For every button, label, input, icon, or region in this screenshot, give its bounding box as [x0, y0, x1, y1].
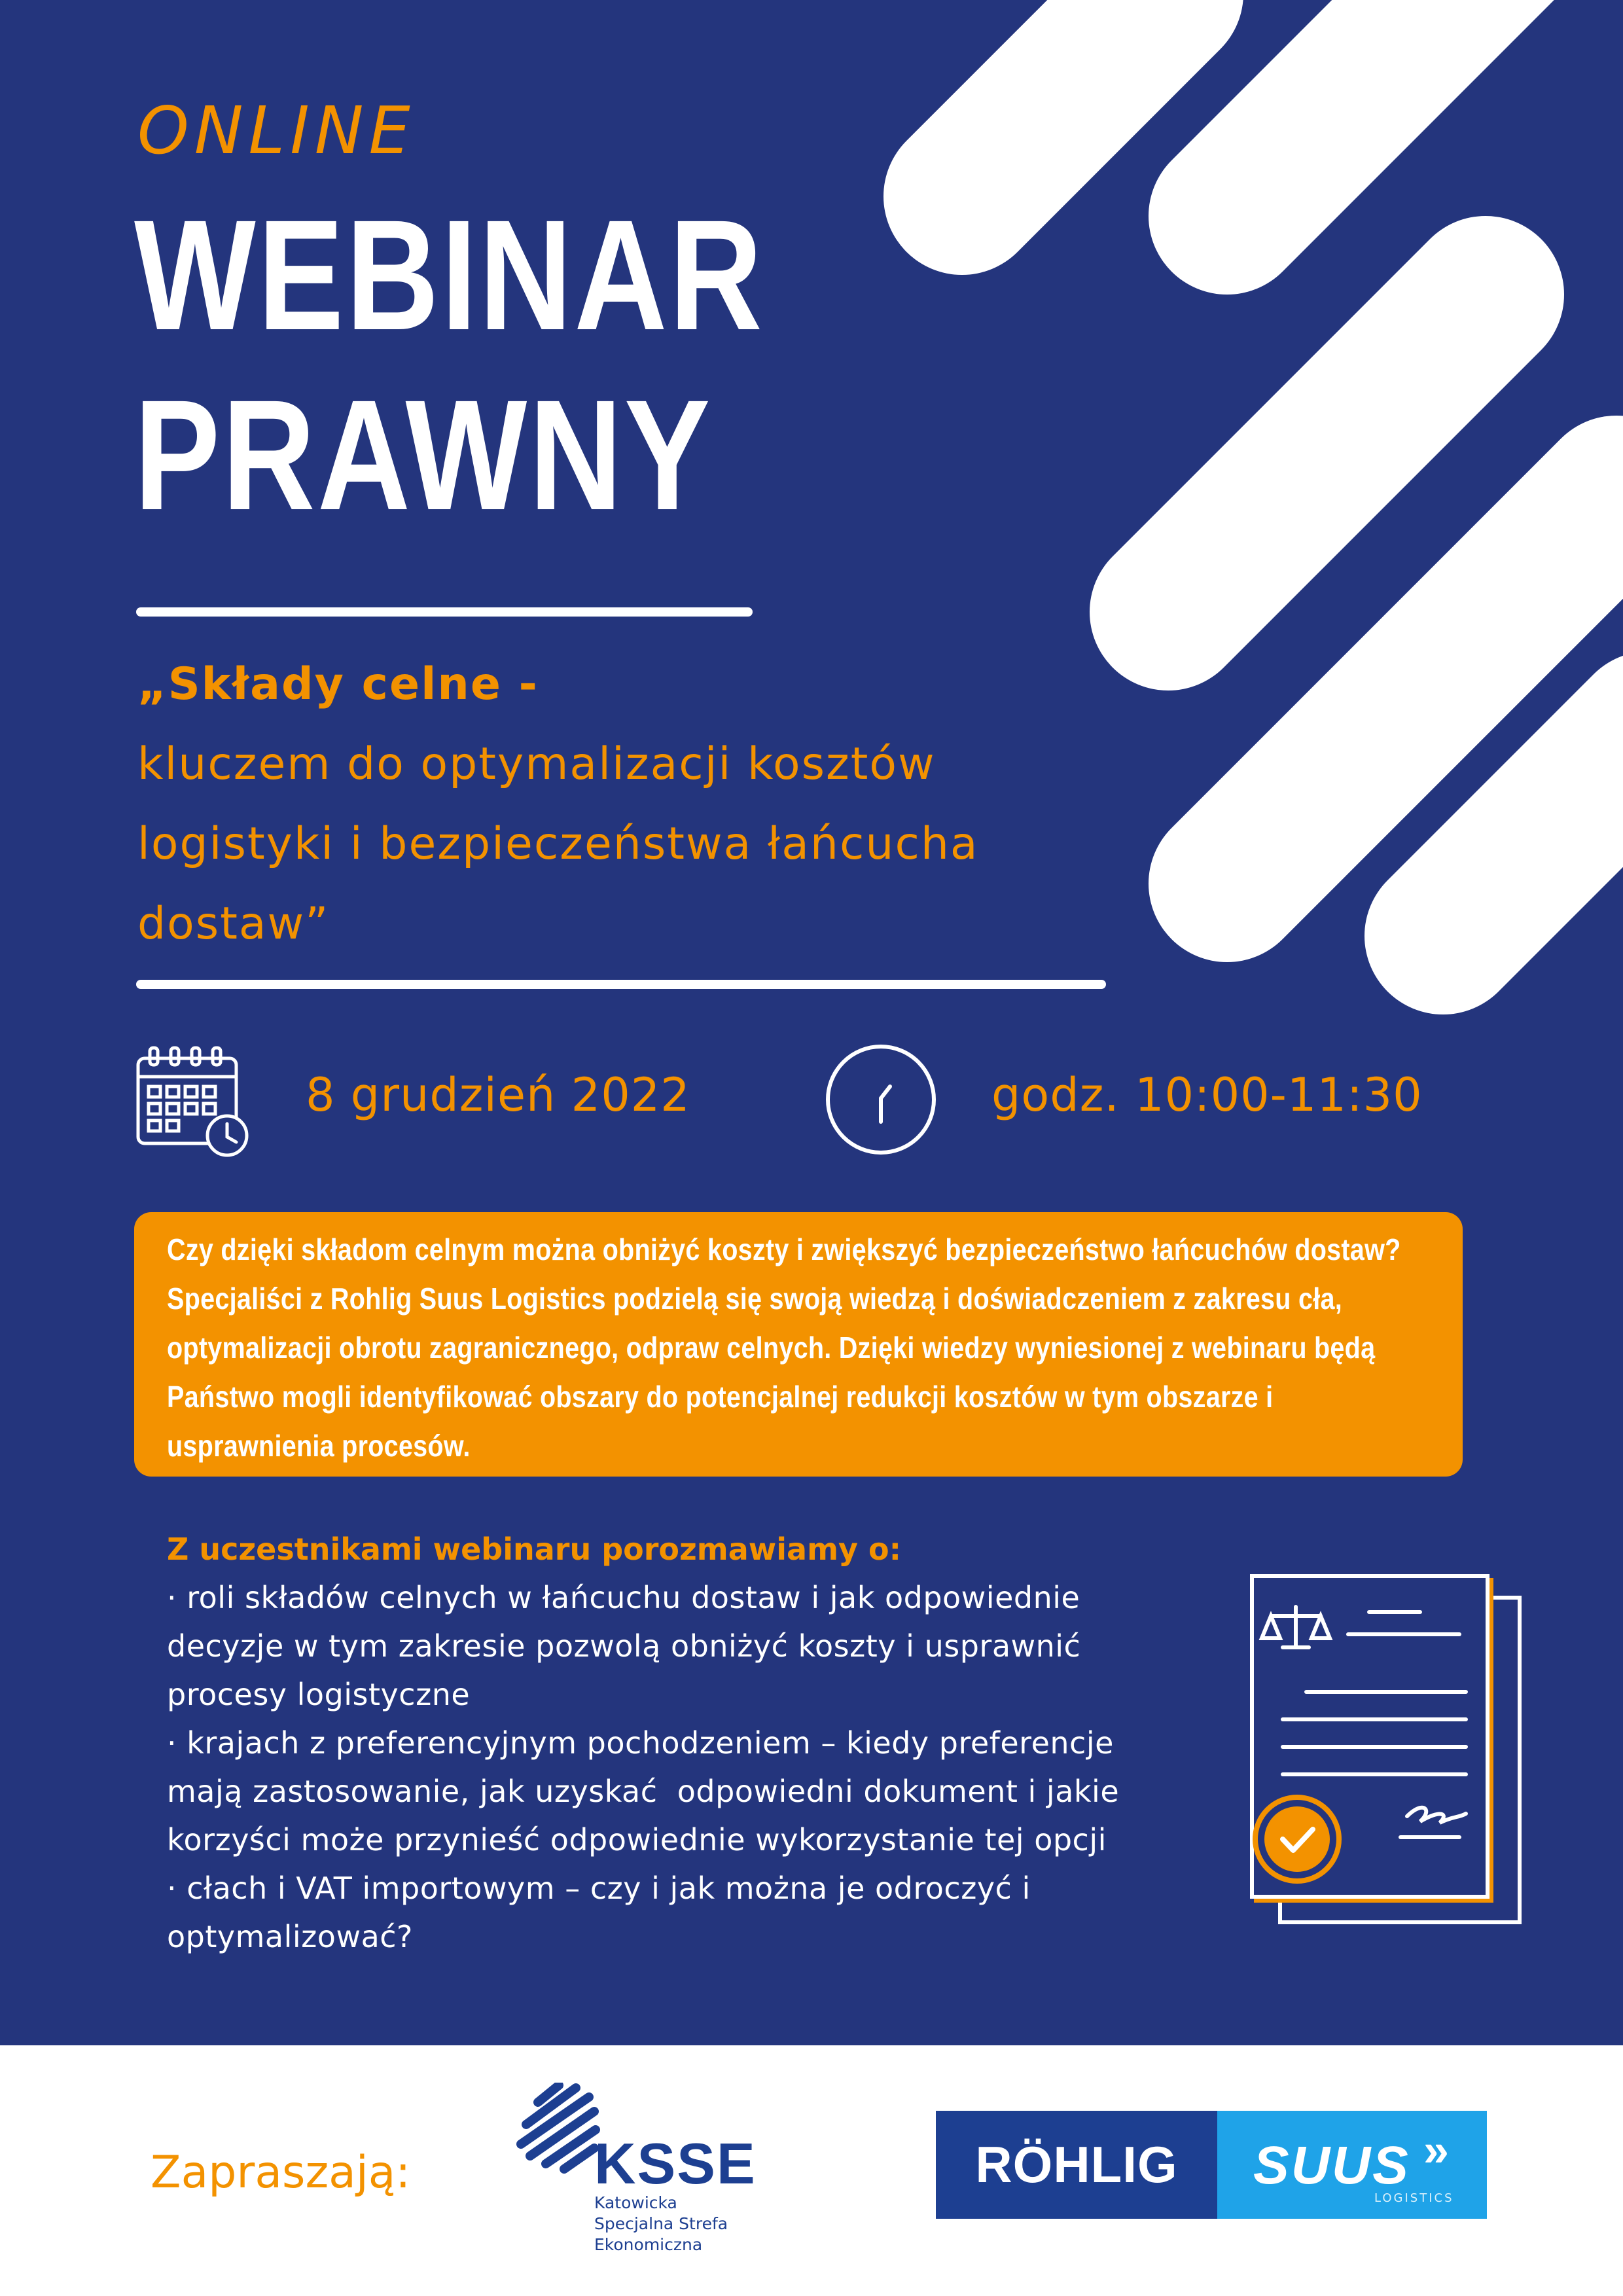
topic-line: mają zastosowanie, jak uzyskać odpowiedni dokument i jakie	[167, 1774, 1120, 1809]
subtitle-line-3: logistyki i bezpieczeństwa łańcucha	[137, 818, 979, 870]
ksse-subtitle	[594, 2193, 728, 2255]
topic-line: · krajach z preferencyjnym pochodzeniem – kiedy preferencje	[167, 1725, 1114, 1761]
title-webinar: WEBINAR	[134, 187, 765, 363]
ksse-sub-line: Specjalna Strefa	[594, 2214, 728, 2233]
intro-text: Czy dzięki składom celnym można obniżyć koszty i zwiększyć bezpieczeństwo łańcuchów dostaw? Specjaliści z Rohlig Suus Logistics podzielą się swoją wiedzą i doświadczeniem z zakresu cła, optymalizacji obrotu zagranicznego, odpraw celnych. Dzięki wiedzy wyniesionej z webinaru będą Państwo mogli identyfikować obszary do potencjalnej redukcji kosztów w tym obszarze i usprawnienia procesów.	[167, 1232, 1401, 1463]
event-date: 8 grudzień 2022	[306, 1068, 690, 1122]
event-time: godz. 10:00-11:30	[991, 1068, 1423, 1122]
stripe-1	[962, 0, 1165, 196]
suus-chevron-icon: »	[1423, 2125, 1449, 2176]
suus-word: SUUS	[1253, 2136, 1410, 2195]
online-tag: ONLINE	[137, 92, 416, 169]
topic-line: optymalizować?	[167, 1919, 413, 1954]
subtitle-line-1: „Składy celne -	[137, 658, 539, 710]
topic-line: decyzje w tym zakresie pozwolą obniżyć koszty i usprawnić	[167, 1628, 1081, 1664]
ksse-logo-mark	[512, 2083, 603, 2200]
ksse-name: KSSE	[594, 2131, 757, 2196]
legal-document-icon	[1243, 1574, 1538, 1928]
topic-line: korzyści może przynieść odpowiednie wykorzystanie tej opcji	[167, 1822, 1107, 1857]
title-prawny: PRAWNY	[134, 367, 713, 543]
stripe-5	[1443, 730, 1623, 936]
subtitle-line-2: kluczem do optymalizacji kosztów	[137, 738, 936, 790]
stripe-2	[1227, 0, 1558, 216]
topic-line: · roli składów celnych w łańcuchu dostaw i jak odpowiednie	[167, 1580, 1080, 1615]
webinar-subtitle	[137, 645, 1119, 964]
topics-list	[167, 1525, 1188, 1961]
suus-logistics: LOGISTICS	[1374, 2191, 1454, 2205]
divider-top	[136, 607, 753, 617]
subtitle-line-4: dostaw”	[137, 898, 330, 950]
rohlig-word: RÖHLIG	[975, 2136, 1178, 2193]
ksse-sub-line: Katowicka	[594, 2193, 677, 2212]
invite-label: Zapraszają:	[151, 2147, 411, 2198]
topic-line: procesy logistyczne	[167, 1677, 471, 1712]
ksse-sub-line: Ekonomiczna	[594, 2235, 703, 2254]
rohlig-logo	[936, 2111, 1217, 2219]
clock-icon	[823, 1042, 938, 1157]
topic-line: · cłach i VAT importowym – czy i jak można je odroczyć i	[167, 1871, 1031, 1906]
calendar-icon	[134, 1044, 252, 1162]
topics-heading: Z uczestnikami webinaru porozmawiamy o:	[167, 1532, 902, 1567]
intro-box	[134, 1212, 1463, 1477]
divider-bottom	[136, 980, 1106, 989]
